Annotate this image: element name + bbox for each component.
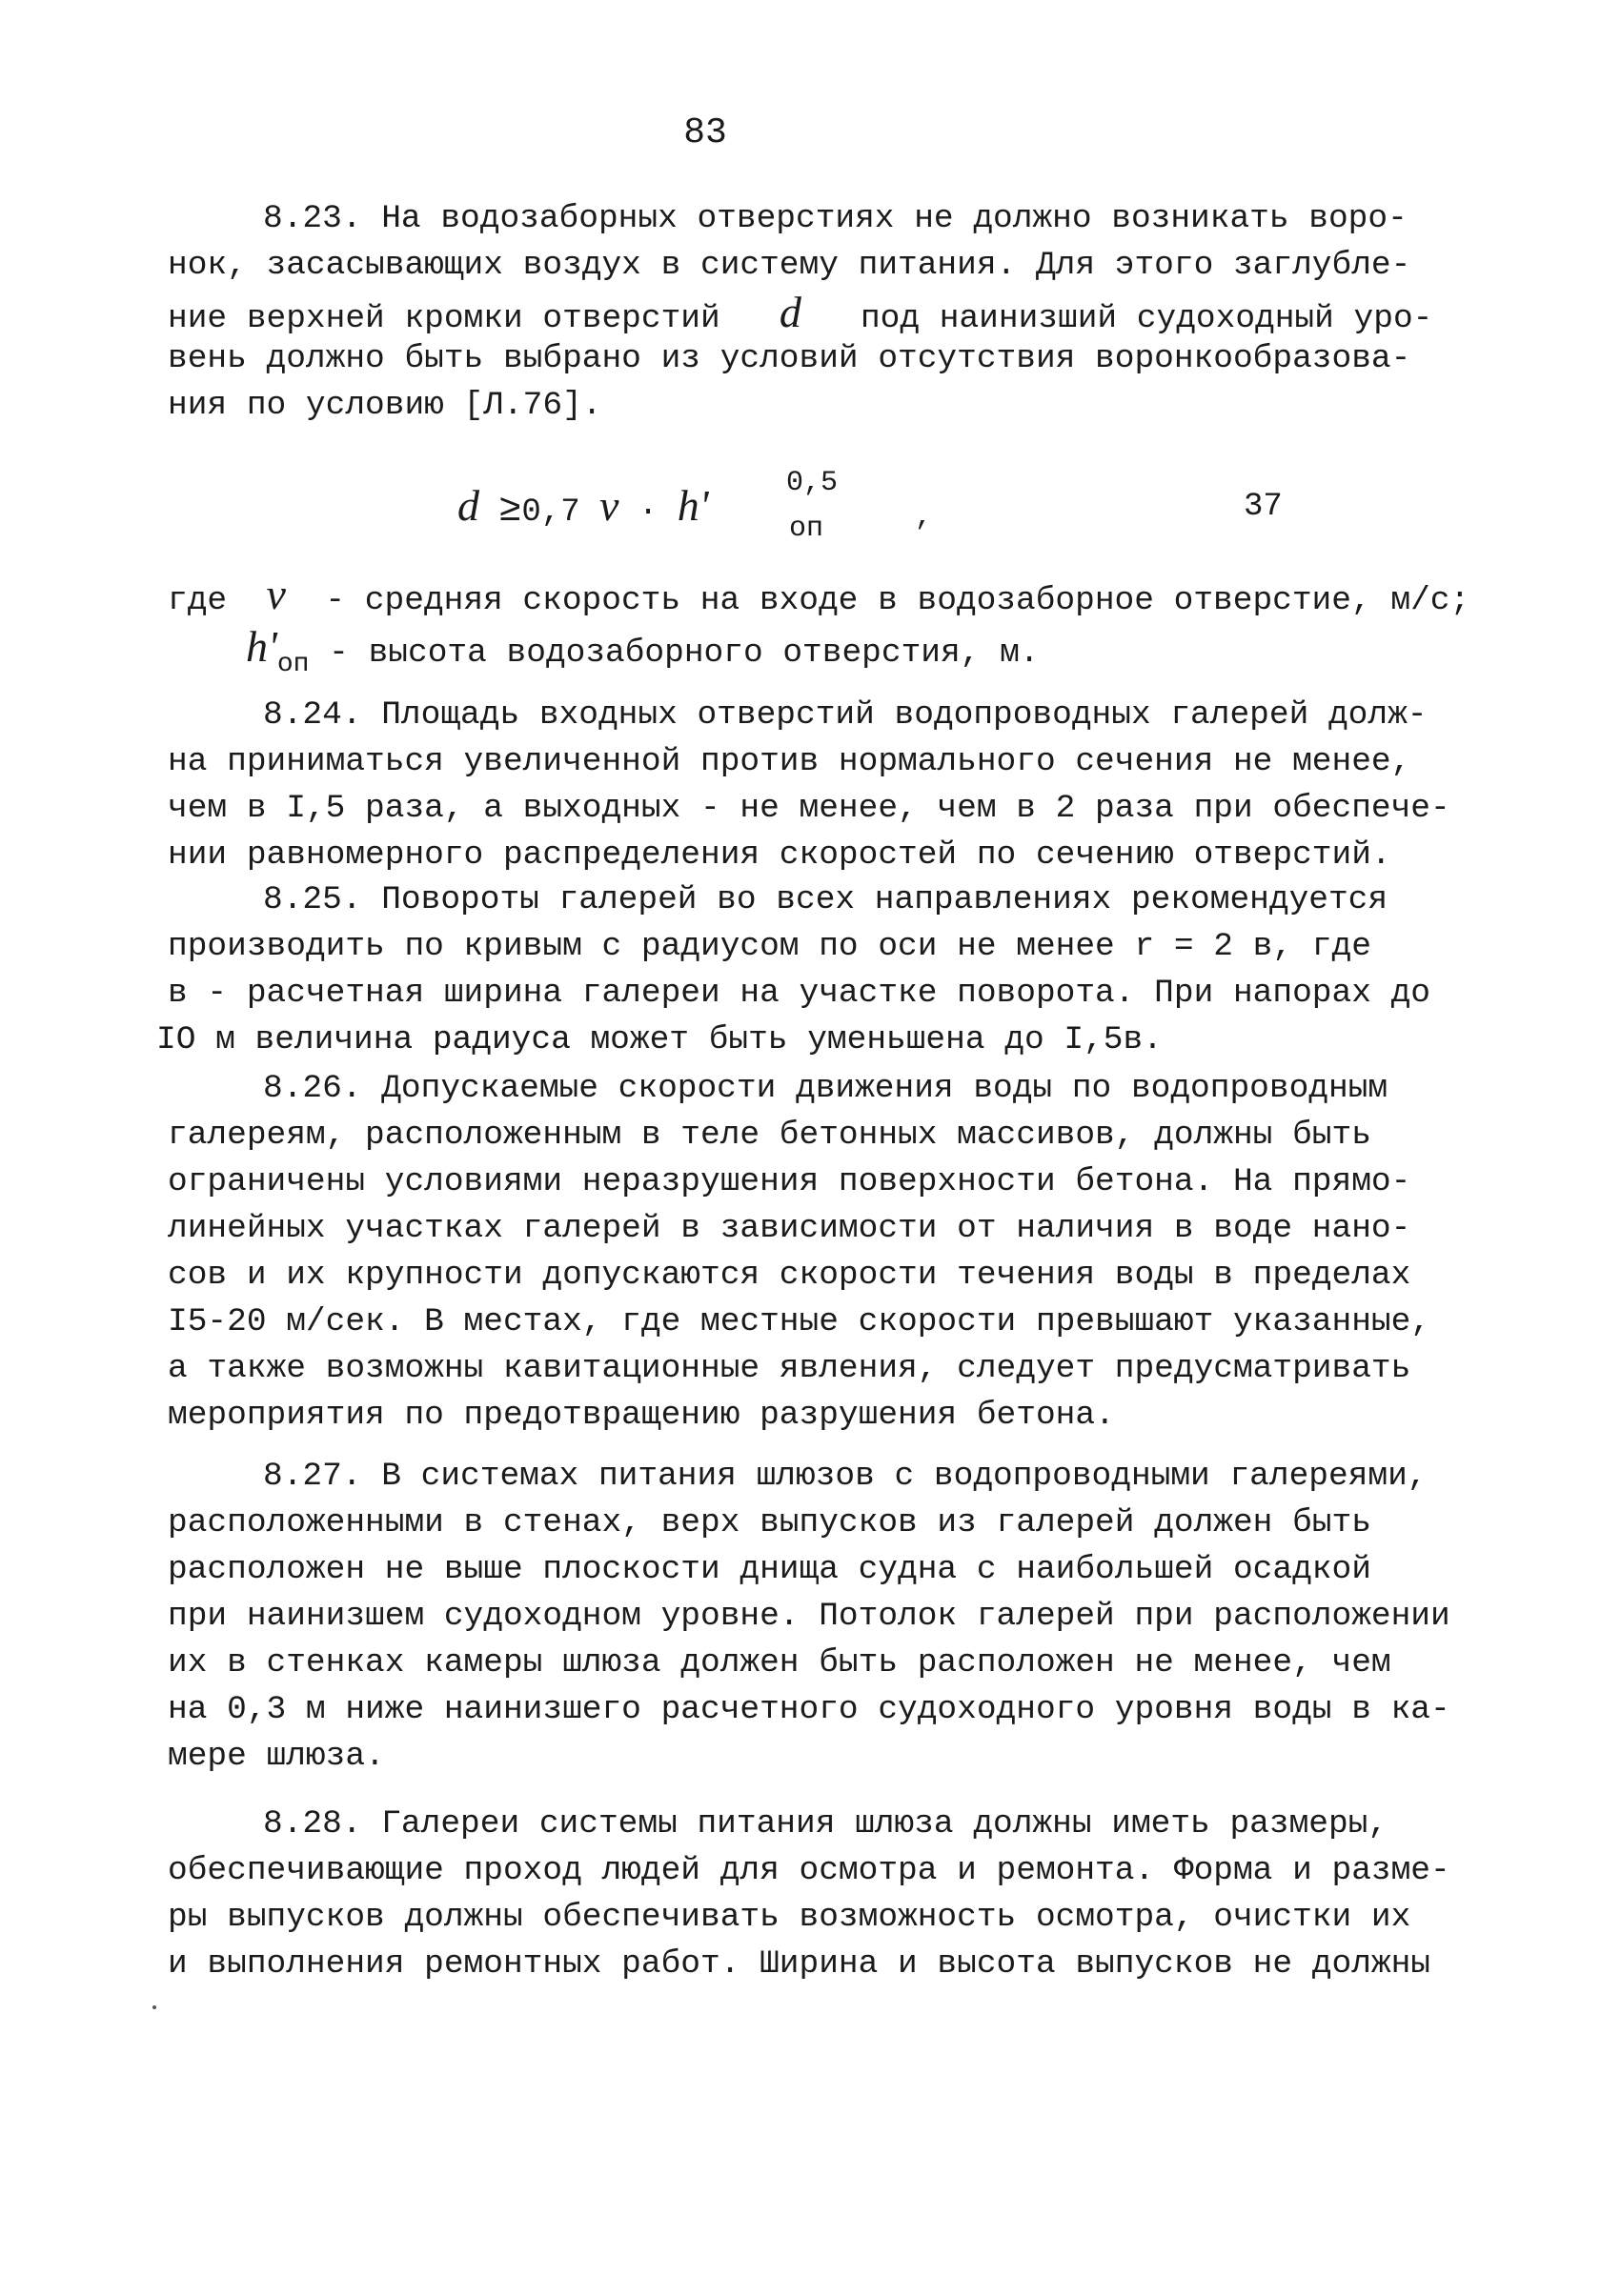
text-line: мере шлюза. [168,1738,385,1775]
text-line: нок, засасывающих воздух в систему питания. Для этого заглубле- [168,247,1411,284]
page-number: 83 [683,112,727,153]
text-line: чем в I,5 раза, а выходных - не менее, чем в 2 раза при обеспече- [168,790,1450,827]
formula-lhs: d [457,481,479,530]
text-line: ограничены условиями неразрушения поверхности бетона. На прямо- [168,1163,1411,1200]
text-line: 8.28. Галереи системы питания шлюза должны иметь размеры, [263,1805,1388,1843]
text-line: а также возможны кавитационные явления, следует предусматривать [168,1350,1411,1387]
text-line: в - расчетная ширина галереи на участке поворота. При напорах до [168,975,1431,1012]
formula-coefficient: 0,7 [521,494,580,531]
text-line: I5-20 м/сек. В местах, где местные скорости превышают указанные, [168,1303,1431,1340]
symbol-d: d [779,288,801,336]
text-line: ния по условию [Л.76]. [168,387,602,424]
paragraph-8-24 [168,692,1449,878]
formula-exponent: 0,5 [786,467,839,499]
paragraph-8-26 [168,1065,1449,1439]
symbol-h: h' [246,622,277,671]
text-line: производить по кривым с радиусом по оси не менее r = 2 в, где [168,928,1371,965]
where-block [168,570,1502,679]
scan-speck [152,2005,156,2009]
text-line: и выполнения ремонтных работ. Ширина и высота выпусков не должны [168,1945,1431,1983]
where-line-h: $h'_{оп}$ - высота водозаборного отверстия, м. [246,622,1040,679]
text-line: расположен не выше плоскости днища судна с наибольшей осадкой [168,1551,1371,1588]
text-line: при наинизшем судоходном уровне. Потолок галерей при расположении [168,1598,1450,1635]
formula-comma: , [915,501,933,534]
text-line: обеспечивающие проход людей для осмотра и ремонта. Форма и разме- [168,1852,1450,1889]
equation-number: 37 [1244,489,1283,525]
text-line: сов и их крупности допускаются скорости течения воды в пределах [168,1257,1411,1294]
formula-v: v [599,481,619,530]
text-line: их в стенках камеры шлюза должен быть расположен не менее, чем [168,1644,1391,1682]
text-line: 8.26. Допускаемые скорости движения воды по водопроводным [263,1070,1388,1107]
text-line: на приниматься увеличенной против нормального сечения не менее, [168,743,1411,780]
text-line: нии равномерного распределения скоростей по сечению отверстий. [168,836,1391,874]
paragraph-8-25 [156,876,1449,1063]
paragraph-8-23 [168,195,1449,429]
text-line: мероприятия по предотвращению разрушения бетона. [168,1397,1115,1434]
text-line: 8.25. Повороты галерей во всех направлениях рекомендуется [263,881,1388,918]
text-line: на 0,3 м ниже наинизшего расчетного судоходного уровня воды в ка- [168,1691,1450,1728]
formula-dot: · [638,494,659,531]
text-line: 8.24. Площадь входных отверстий водопроводных галерей долж- [263,696,1428,734]
text-line: 8.23. На водозаборных отверстиях не должно возникать воро- [263,200,1408,237]
text-line: ры выпусков должны обеспечивать возможность осмотра, очистки их [168,1899,1411,1936]
paragraph-8-28 [168,1801,1449,1987]
paragraph-8-27 [168,1453,1449,1780]
formula-37 [457,467,1125,553]
text-line: линейных участках галерей в зависимости от наличия в воде нано- [168,1210,1411,1247]
text-line: 8.27. В системах питания шлюзов с водопроводными галереями, [263,1458,1428,1495]
text-line: галереям, расположенным в теле бетонных массивов, должны быть [168,1117,1371,1154]
where-line-v: где v - средняя скорость на входе в водозаборное отверстие, м/с; [168,570,1470,619]
text-line: расположенными в стенах, верх выпусков из галерей должен быть [168,1504,1371,1541]
text-line: вень должно быть выбрано из условий отсутствия воронкообразова- [168,340,1411,377]
formula-h: h' [677,481,709,530]
formula-relation: ≥ [498,490,522,533]
text-line: ние верхней кромки отверстий d под наинизший судоходный уро- [168,288,1433,337]
symbol-v: v [266,570,286,618]
text-line: IO м величина радиуса может быть уменьшена до I,5в. [156,1021,1163,1058]
formula-subscript: оп [789,513,824,545]
